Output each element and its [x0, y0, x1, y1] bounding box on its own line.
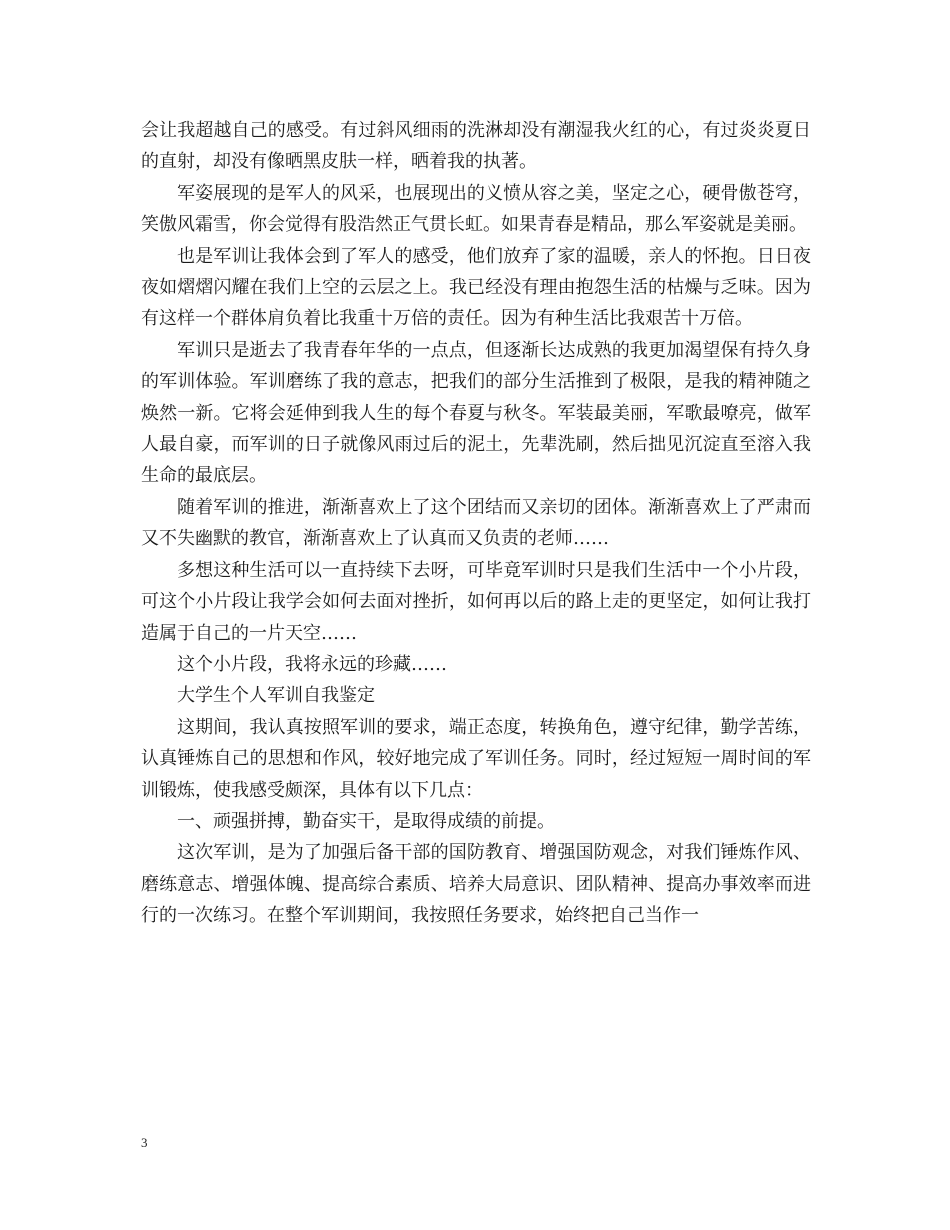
document-body — [141, 115, 811, 932]
paragraph-11: 这次军训，是为了加强后备干部的国防教育、增强国防观念，对我们锤炼作风、磨练意志、增强体魄、提高综合素质、培养大局意识、团队精神、提高办事效率而进行的一次练习。在整个军训期间，我按照任务要求，始终把自己当作一 — [141, 842, 811, 927]
paragraph-1: 会让我超越自己的感受。有过斜风细雨的洗淋却没有潮湿我火红的心，有过炎炎夏日的直射，却没有像晒黑皮肤一样，晒着我的执著。 — [141, 120, 811, 173]
paragraph-4: 军训只是逝去了我青春年华的一点点，但逐渐长达成熟的我更加渴望保有持久身的军训体验。军训磨练了我的意志，把我们的部分生活推到了极限，是我的精神随之焕然一新。它将会延伸到我人生的每个春夏与秋冬。军装最美丽，军歌最嘹亮，做军人最自豪，而军训的日子就像风雨过后的泥土，先辈洗刷，然后拙见沉淀直至溶入我生命的最底层。 — [141, 339, 811, 487]
subheading-point-one: 一、顽强拼搏，勤奋实干，是取得成绩的前提。 — [177, 810, 555, 832]
paragraph-5: 随着军训的推进，渐渐喜欢上了这个团结而又亲切的团体。渐渐喜欢上了严肃而又不失幽默的教官，渐渐喜欢上了认真而又负责的老师…… — [141, 496, 811, 550]
paragraph-9: 这期间，我认真按照军训的要求，端正态度，转换角色，遵守纪律，勤学苦练，认真锤炼自己的思想和作风，较好地完成了军训任务。同时，经过短短一周时间的军训锻炼，使我感受颇深，具体有以下几点： — [141, 716, 811, 801]
paragraph-2: 军姿展现的是军人的风采，也展现出的义愤从容之美，坚定之心，硬骨傲苍穹，笑傲风霜雪，你会觉得有股浩然正气贯长虹。如果青春是精品，那么军姿就是美丽。 — [141, 182, 811, 236]
paragraph-6: 多想这种生活可以一直持续下去呀，可毕竟军训时只是我们生活中一个小片段，可这个小片段让我学会如何去面对挫折，如何再以后的路上走的更坚定，如何让我打造属于自己的一片天空…… — [141, 559, 811, 644]
paragraph-3: 也是军训让我体会到了军人的感受，他们放弃了家的温暖，亲人的怀抱。日日夜夜如熠熠闪耀在我们上空的云层之上。我已经没有理由抱怨生活的枯燥与乏味。因为有这样一个群体肩负着比我重十万倍的责任。因为有种生活比我艰苦十万倍。 — [141, 245, 811, 330]
paragraph-7: 这个小片段，我将永远的珍藏…… — [177, 653, 447, 675]
page-number: 3 — [141, 1135, 148, 1150]
section-heading: 大学生个人军训自我鉴定 — [177, 685, 375, 707]
